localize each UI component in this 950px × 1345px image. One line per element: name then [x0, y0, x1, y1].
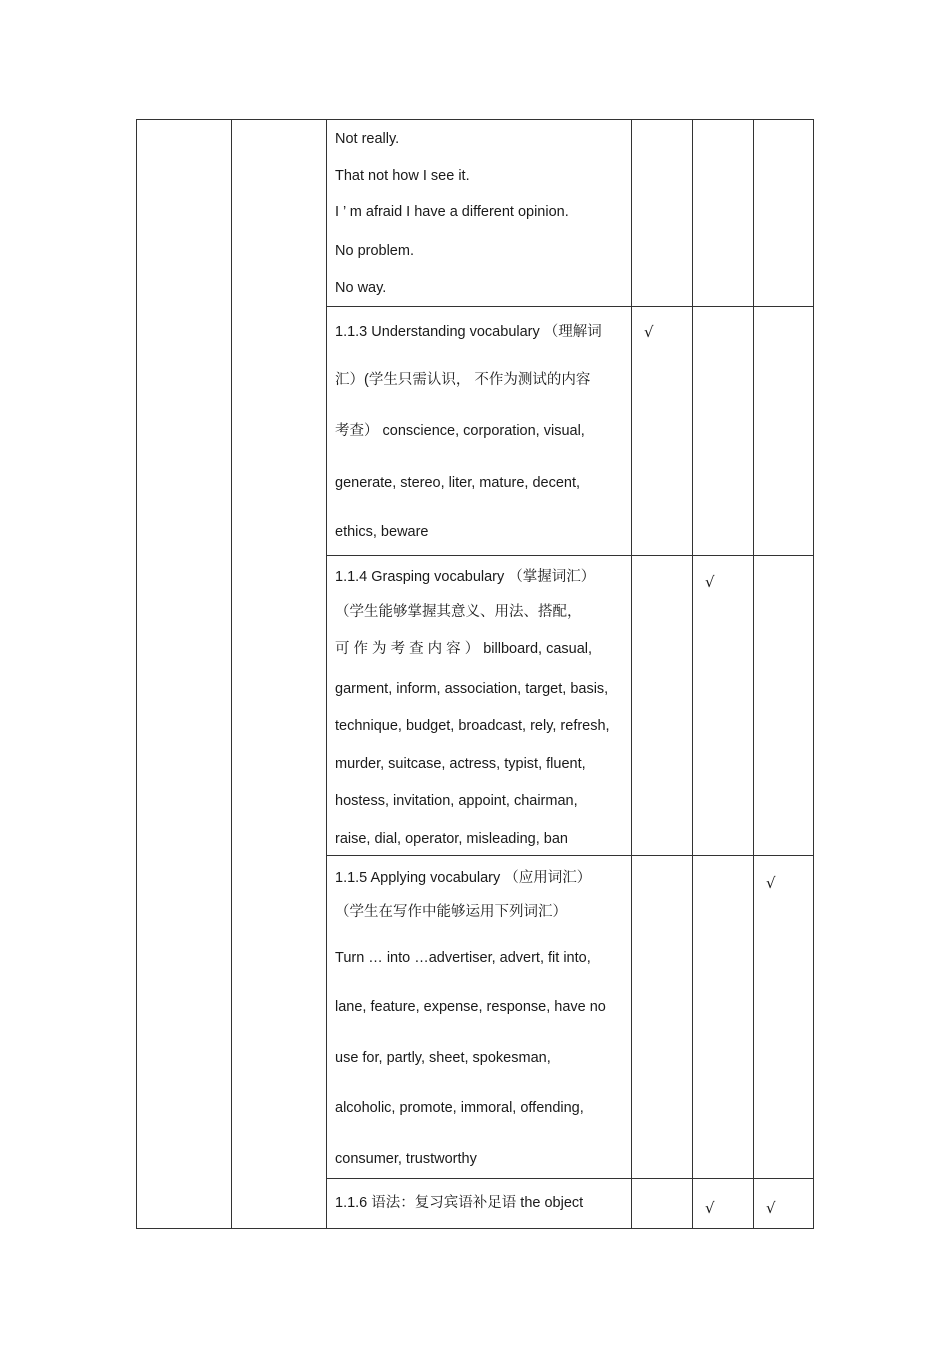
check-mark: √ [705, 573, 715, 591]
content-line: murder, suitcase, actress, typist, fluent, [335, 756, 586, 772]
content-line: 1.1.3 Understanding vocabulary （理解词 [335, 324, 602, 340]
column-divider [692, 120, 693, 1228]
content-line: Not really. [335, 131, 400, 147]
column-divider [631, 120, 632, 1228]
row-divider [326, 855, 813, 856]
content-line: raise, dial, operator, misleading, ban [335, 831, 568, 847]
content-line: lane, feature, expense, response, have no [335, 999, 606, 1015]
content-line: 考查） conscience, corporation, visual, [335, 423, 585, 439]
check-mark: √ [705, 1199, 715, 1217]
content-line: 1.1.5 Applying vocabulary （应用词汇） [335, 870, 592, 886]
content-line: consumer, trustworthy [335, 1151, 477, 1167]
content-line: （学生在写作中能够运用下列词汇） [335, 904, 567, 920]
check-mark: √ [766, 874, 776, 892]
column-divider [326, 120, 327, 1228]
content-line: generate, stereo, liter, mature, decent, [335, 475, 581, 491]
content-line: （学生能够掌握其意义、用法、搭配， [335, 604, 582, 620]
row-divider [326, 1178, 813, 1179]
content-line: I ’ m afraid I have a different opinion. [335, 204, 569, 220]
content-line: 汇）(学生只需认识， 不作为测试的内容 [335, 372, 591, 388]
content-line: No way. [335, 280, 387, 296]
content-line: 可 作 为 考 查 内 容 ） billboard, casual, [335, 641, 593, 657]
content-line: 1.1.6 语法：复习宾语补足语 the object [335, 1195, 584, 1211]
content-line: garment, inform, association, target, basis, [335, 681, 609, 697]
row-divider [326, 555, 813, 556]
column-divider [231, 120, 232, 1228]
content-line: hostess, invitation, appoint, chairman, [335, 793, 578, 809]
content-line: 1.1.4 Grasping vocabulary （掌握词汇） [335, 569, 596, 585]
curriculum-table [136, 119, 814, 1229]
content-line: Turn … into …advertiser, advert, fit into, [335, 950, 591, 966]
row-divider [326, 306, 813, 307]
content-line: alcoholic, promote, immoral, offending, [335, 1100, 584, 1116]
column-divider [753, 120, 754, 1228]
content-line: use for, partly, sheet, spokesman, [335, 1050, 551, 1066]
content-line: ethics, beware [335, 524, 429, 540]
check-mark: √ [644, 323, 654, 341]
content-line: That not how I see it. [335, 168, 470, 184]
content-line: technique, budget, broadcast, rely, refresh, [335, 718, 610, 734]
content-line: No problem. [335, 243, 414, 259]
check-mark: √ [766, 1199, 776, 1217]
